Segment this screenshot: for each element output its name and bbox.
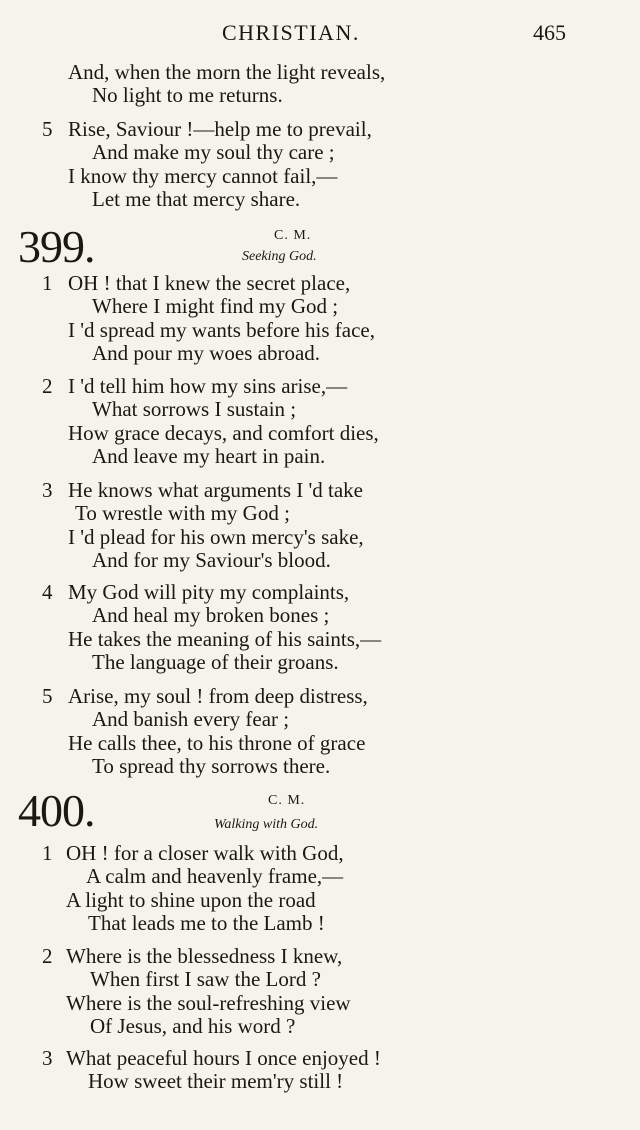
verse-line: The language of their groans. bbox=[92, 649, 339, 674]
page-header bbox=[0, 20, 640, 50]
page-number: 465 bbox=[533, 20, 566, 45]
stanza-number: 4 bbox=[42, 580, 53, 604]
stanza-number: 3 bbox=[42, 1046, 53, 1070]
stanza-400-2 bbox=[0, 945, 640, 1038]
stanza-number: 1 bbox=[42, 841, 53, 865]
hymn-subtitle: Seeking God. bbox=[242, 249, 317, 264]
hymn-meter: C. M. bbox=[274, 228, 312, 243]
stanza-prev-4 bbox=[0, 61, 640, 108]
verse-line: 2 Where is the blessedness I knew, bbox=[42, 944, 343, 968]
verse-line: He takes the meaning of his saints,— bbox=[68, 626, 382, 651]
verse-line: How grace decays, and comfort dies, bbox=[68, 420, 379, 445]
verse-line: To wrestle with my God ; bbox=[75, 501, 290, 526]
stanza-number: 2 bbox=[42, 944, 53, 968]
verse-line: 3 What peaceful hours I once enjoyed ! bbox=[42, 1046, 381, 1070]
verse-line: 1 OH ! for a closer walk with God, bbox=[42, 841, 344, 865]
hymn-400-heading bbox=[0, 785, 640, 838]
verse-line: No light to me returns. bbox=[92, 83, 283, 108]
stanza-number: 3 bbox=[42, 478, 53, 502]
hymn-number: 400. bbox=[18, 785, 95, 836]
stanza-number: 1 bbox=[42, 271, 53, 295]
hymn-number: 399. bbox=[18, 221, 95, 272]
stanza-399-2 bbox=[0, 375, 640, 468]
verse-line: And for my Saviour's blood. bbox=[92, 547, 331, 572]
verse-line: 2 I 'd tell him how my sins arise,— bbox=[42, 374, 348, 398]
verse-line: He calls thee, to his throne of grace bbox=[68, 730, 366, 755]
hymn-meter: C. M. bbox=[268, 793, 306, 808]
verse-line: And banish every fear ; bbox=[92, 707, 290, 732]
verse-line: To spread thy sorrows there. bbox=[92, 753, 331, 778]
verse-line: Where is the soul-refreshing view bbox=[66, 990, 351, 1015]
stanza-399-4 bbox=[0, 581, 640, 674]
stanza-number: 5 bbox=[42, 684, 53, 708]
stanza-399-1 bbox=[0, 272, 640, 365]
verse-line: I 'd plead for his own mercy's sake, bbox=[68, 524, 364, 549]
verse-line: And heal my broken bones ; bbox=[92, 603, 330, 628]
verse-line: 4 My God will pity my complaints, bbox=[42, 580, 350, 604]
stanza-number: 2 bbox=[42, 374, 53, 398]
stanza-prev-5 bbox=[0, 118, 640, 211]
verse-line: And, when the morn the light reveals, bbox=[68, 60, 386, 84]
verse-line: 1 OH ! that I knew the secret place, bbox=[42, 271, 351, 295]
verse-line: That leads me to the Lamb ! bbox=[88, 910, 325, 935]
verse-line: 5 Rise, Saviour !—help me to prevail, bbox=[42, 117, 372, 141]
stanza-400-3 bbox=[0, 1047, 640, 1094]
verse-line: And pour my woes abroad. bbox=[92, 340, 321, 365]
verse-line: Where I might find my God ; bbox=[92, 294, 339, 319]
running-head: CHRISTIAN. bbox=[222, 20, 360, 45]
stanza-400-1 bbox=[0, 842, 640, 935]
verse-line: A light to shine upon the road bbox=[66, 887, 316, 912]
verse-line: How sweet their mem'ry still ! bbox=[88, 1069, 344, 1094]
verse-line: And make my soul thy care ; bbox=[92, 140, 335, 165]
verse-line: Let me that mercy share. bbox=[92, 186, 301, 211]
verse-line: I 'd spread my wants before his face, bbox=[68, 317, 376, 342]
verse-line: 5 Arise, my soul ! from deep distress, bbox=[42, 684, 368, 708]
verse-line: And leave my heart in pain. bbox=[92, 443, 326, 468]
verse-line: 3 He knows what arguments I 'd take bbox=[42, 478, 363, 502]
stanza-399-5 bbox=[0, 685, 640, 778]
verse-line: I know thy mercy cannot fail,— bbox=[68, 163, 338, 188]
stanza-399-3 bbox=[0, 479, 640, 572]
stanza-number: 5 bbox=[42, 117, 53, 141]
verse-line: What sorrows I sustain ; bbox=[92, 397, 297, 422]
hymn-subtitle: Walking with God. bbox=[214, 817, 319, 832]
verse-line: Of Jesus, and his word ? bbox=[90, 1013, 296, 1038]
hymn-399-heading bbox=[0, 221, 640, 272]
verse-line: A calm and heavenly frame,— bbox=[86, 864, 344, 889]
verse-line: When first I saw the Lord ? bbox=[90, 967, 321, 992]
